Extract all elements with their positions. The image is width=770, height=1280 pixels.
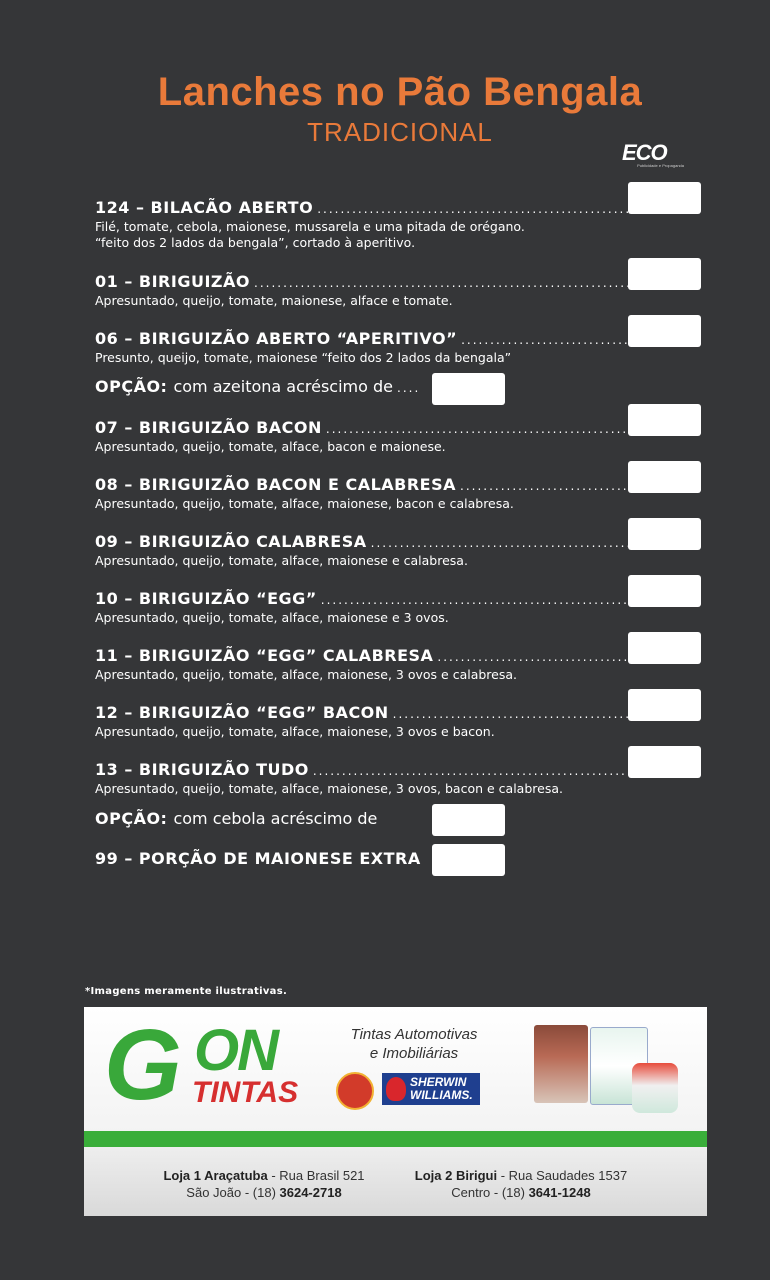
option-price-box <box>432 373 505 405</box>
store-2-phone: 3641-1248 <box>528 1185 591 1200</box>
menu-item <box>95 475 705 512</box>
option-text: com cebola acréscimo de <box>173 809 378 828</box>
store-2-address: - Rua Saudades 1537 <box>497 1168 628 1183</box>
store-1-name: Loja 1 Araçatuba <box>163 1168 268 1183</box>
item-name: 12 – BIRIGUIZÃO “EGG” BACON <box>95 703 389 722</box>
gon-logo-tintas: TINTAS <box>192 1076 299 1109</box>
gon-logo-g: G <box>104 1009 182 1121</box>
item-description: “feito dos 2 lados da bengala”, cortado à aperitivo. <box>95 235 416 250</box>
menu-subtitle: TRADICIONAL <box>307 117 493 147</box>
paint-can-image <box>534 1025 588 1103</box>
ad-tagline-line-1: Tintas Automotivas <box>350 1026 478 1043</box>
item-description: Apresuntado, queijo, tomate, alface, maionese e calabresa. <box>95 553 468 568</box>
item-description: Apresuntado, queijo, tomate, alface, maionese, bacon e calabresa. <box>95 496 514 511</box>
store-1 <box>149 1167 379 1201</box>
price-box <box>628 404 701 436</box>
eco-logo <box>622 142 684 172</box>
menu-title: Lanches no Pão Bengala <box>157 70 643 114</box>
item-description: Apresuntado, queijo, tomate, alface, maionese, 3 ovos e calabresa. <box>95 667 517 682</box>
menu-item <box>95 418 705 455</box>
item-name: 124 – BILACÃO ABERTO <box>95 198 314 217</box>
dot-leader: .... <box>397 381 421 395</box>
option-price-box <box>432 844 505 876</box>
price-box <box>628 258 701 290</box>
item-name: 13 – BIRIGUIZÃO TUDO <box>95 760 309 779</box>
paint-can-image <box>632 1063 678 1113</box>
price-box <box>628 746 701 778</box>
price-box <box>628 689 701 721</box>
sherwin-text-2: WILLIAMS. <box>410 1088 473 1102</box>
option-price-box <box>432 804 505 836</box>
lukscolor-logo <box>336 1072 374 1110</box>
price-box <box>628 182 701 214</box>
item-description: Apresuntado, queijo, tomate, maionese, alface e tomate. <box>95 293 453 308</box>
item-name: 09 – BIRIGUIZÃO CALABRESA <box>95 532 367 551</box>
item-description: Filé, tomate, cebola, maionese, mussarela e uma pitada de orégano. <box>95 219 525 234</box>
option-label: 99 – PORÇÃO DE MAIONESE EXTRA <box>95 849 421 868</box>
store-1-address: - Rua Brasil 521 <box>267 1168 365 1183</box>
price-box <box>628 575 701 607</box>
sponsor-ad <box>84 1007 707 1216</box>
option-text: com azeitona acréscimo de <box>173 377 394 396</box>
option-cebola <box>95 809 377 829</box>
item-description: Apresuntado, queijo, tomate, alface, maionese, 3 ovos e bacon. <box>95 724 495 739</box>
item-name: 06 – BIRIGUIZÃO ABERTO “APERITIVO” <box>95 329 458 348</box>
option-label: OPÇÃO: <box>95 809 168 828</box>
menu-item <box>95 329 705 366</box>
store-1-district: São João - (18) <box>186 1185 280 1200</box>
item-name: 11 – BIRIGUIZÃO “EGG” CALABRESA <box>95 646 434 665</box>
item-name: 08 – BIRIGUIZÃO BACON E CALABRESA <box>95 475 456 494</box>
ad-green-stripe <box>84 1131 707 1147</box>
price-box <box>628 461 701 493</box>
option-label: OPÇÃO: <box>95 377 168 396</box>
ad-tagline-line-2: e Imobiliárias <box>369 1045 459 1062</box>
ad-tagline <box>334 1025 494 1063</box>
menu-item <box>95 272 705 309</box>
option-maionese <box>95 849 427 869</box>
menu-item <box>95 198 705 251</box>
eco-logo-caption: Publicidade e Propaganda <box>637 163 684 168</box>
menu-item <box>95 589 705 626</box>
price-box <box>628 632 701 664</box>
sherwin-mark-icon <box>386 1077 406 1101</box>
item-name: 10 – BIRIGUIZÃO “EGG” <box>95 589 317 608</box>
sherwin-williams-logo <box>382 1073 480 1105</box>
gon-logo-on: ON <box>194 1018 277 1083</box>
store-2-district: Centro - (18) <box>451 1185 529 1200</box>
item-description: Apresuntado, queijo, tomate, alface, bacon e maionese. <box>95 439 446 454</box>
menu-item <box>95 760 705 797</box>
item-name: 07 – BIRIGUIZÃO BACON <box>95 418 322 437</box>
menu-item <box>95 646 705 683</box>
item-description: Apresuntado, queijo, tomate, alface, maionese e 3 ovos. <box>95 610 449 625</box>
price-box <box>628 518 701 550</box>
store-1-phone: 3624-2718 <box>279 1185 342 1200</box>
item-description: Apresuntado, queijo, tomate, alface, maionese, 3 ovos, bacon e calabresa. <box>95 781 563 796</box>
eco-logo-text: ECO <box>622 140 667 165</box>
item-description: Presunto, queijo, tomate, maionese “feito dos 2 lados da bengala” <box>95 350 512 365</box>
item-name: 01 – BIRIGUIZÃO <box>95 272 250 291</box>
disclaimer: *Imagens meramente ilustrativas. <box>85 986 288 997</box>
price-box <box>628 315 701 347</box>
menu-item <box>95 703 705 740</box>
sherwin-text-1: SHERWIN <box>410 1075 467 1089</box>
option-azeitona <box>95 377 420 398</box>
store-2 <box>406 1167 636 1201</box>
store-2-name: Loja 2 Birigui <box>414 1168 498 1183</box>
menu-item <box>95 532 705 569</box>
